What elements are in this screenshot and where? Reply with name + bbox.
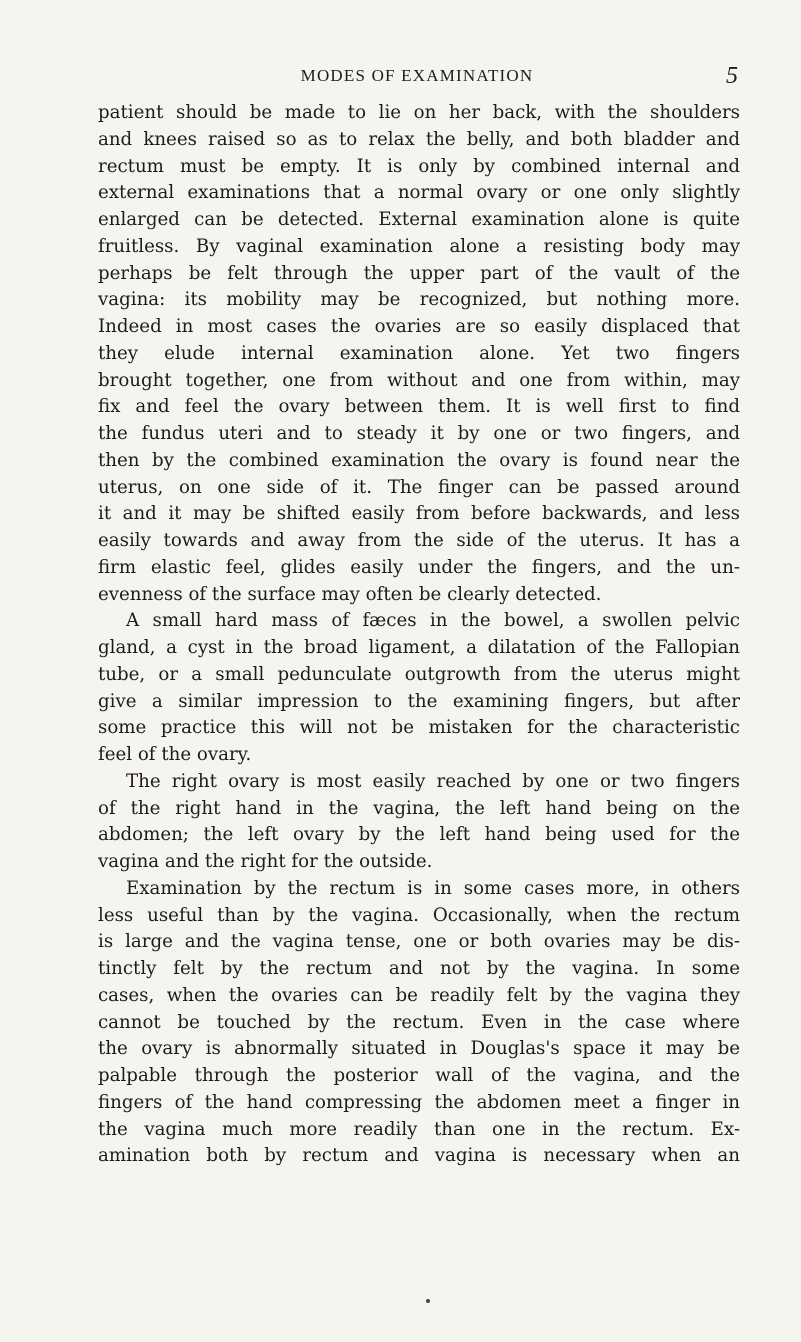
text-line: less useful than by the vagina. Occasionally, when the rectum	[98, 904, 740, 926]
text-line: the vagina much more readily than one in the rectum. Ex-	[98, 1118, 740, 1140]
text-line: and knees raised so as to relax the belly, and both bladder and	[98, 128, 740, 150]
text-line: cases, when the ovaries can be readily felt by the vagina they	[98, 984, 740, 1006]
text-line: tube, or a small pedunculate outgrowth from the uterus might	[98, 663, 740, 685]
text-line: gland, a cyst in the broad ligament, a dilatation of the Fallopian	[98, 637, 740, 658]
text-line: fruitless. By vaginal examination alone a resisting body may	[98, 235, 740, 257]
text-line: enlarged can be detected. External examination alone is quite	[98, 209, 740, 230]
text-line: fingers of the hand compressing the abdomen meet a finger in	[98, 1091, 740, 1113]
text-line: rectum must be empty. It is only by combined internal and	[98, 155, 740, 177]
text-line: fix and feel the ovary between them. It is well first to find	[98, 396, 740, 418]
text-line: the fundus uteri and to steady it by one or two fingers, and	[98, 423, 740, 444]
text-line: vagina: its mobility may be recognized, but nothing more.	[98, 289, 740, 311]
text-line: patient should be made to lie on her back, with the shoulders	[98, 102, 740, 123]
text-line: vagina and the right for the outside.	[98, 851, 433, 872]
text-line: uterus, on one side of it. The finger can be passed around	[98, 476, 740, 498]
text-line: external examinations that a normal ovary or one only slightly	[98, 182, 740, 204]
text-line: it and it may be shifted easily from before backwards, and less	[98, 503, 740, 525]
text-line: easily towards and away from the side of the uterus. It has a	[98, 530, 740, 551]
text-line: Examination by the rectum is in some cases more, in others	[126, 877, 740, 899]
text-line: the ovary is abnormally situated in Douglas's space it may be	[98, 1038, 740, 1060]
chapter-title: MODES OF EXAMINATION	[300, 66, 534, 85]
text-line: A small hard mass of fæces in the bowel, a swollen pelvic	[126, 610, 740, 632]
text-line: then by the combined examination the ovary is found near the	[98, 449, 740, 471]
text-line: evenness of the surface may often be clearly detected.	[98, 583, 602, 605]
text-line: tinctly felt by the rectum and not by the vagina. In some	[98, 958, 740, 979]
print-speck	[426, 1299, 430, 1303]
text-line: is large and the vagina tense, one or both ovaries may be dis-	[98, 931, 740, 953]
text-line: abdomen; the left ovary by the left hand being used for the	[98, 824, 740, 846]
text-line: cannot be touched by the rectum. Even in the case where	[98, 1011, 740, 1033]
text-line: some practice this will not be mistaken for the characteristic	[98, 717, 740, 739]
text-line: Indeed in most cases the ovaries are so easily displaced that	[98, 316, 740, 337]
body-text	[98, 100, 740, 1170]
text-line: feel of the ovary.	[98, 744, 252, 765]
text-line: they elude internal examination alone. Yet two fingers	[98, 342, 740, 364]
text-line: perhaps be felt through the upper part of the vault of the	[98, 262, 740, 284]
text-line: brought together, one from without and one from within, may	[98, 369, 740, 391]
text-line: firm elastic feel, glides easily under the fingers, and the un-	[98, 556, 740, 578]
running-head	[96, 62, 738, 90]
text-line: give a similar impression to the examining fingers, but after	[98, 690, 740, 712]
text-line: The right ovary is most easily reached by one or two fingers	[126, 770, 740, 792]
text-line: amination both by rectum and vagina is necessary when an	[98, 1145, 740, 1167]
text-line: palpable through the posterior wall of the vagina, and the	[98, 1065, 740, 1086]
text-line: of the right hand in the vagina, the left hand being on the	[98, 797, 740, 819]
page-number: 5	[726, 63, 738, 89]
